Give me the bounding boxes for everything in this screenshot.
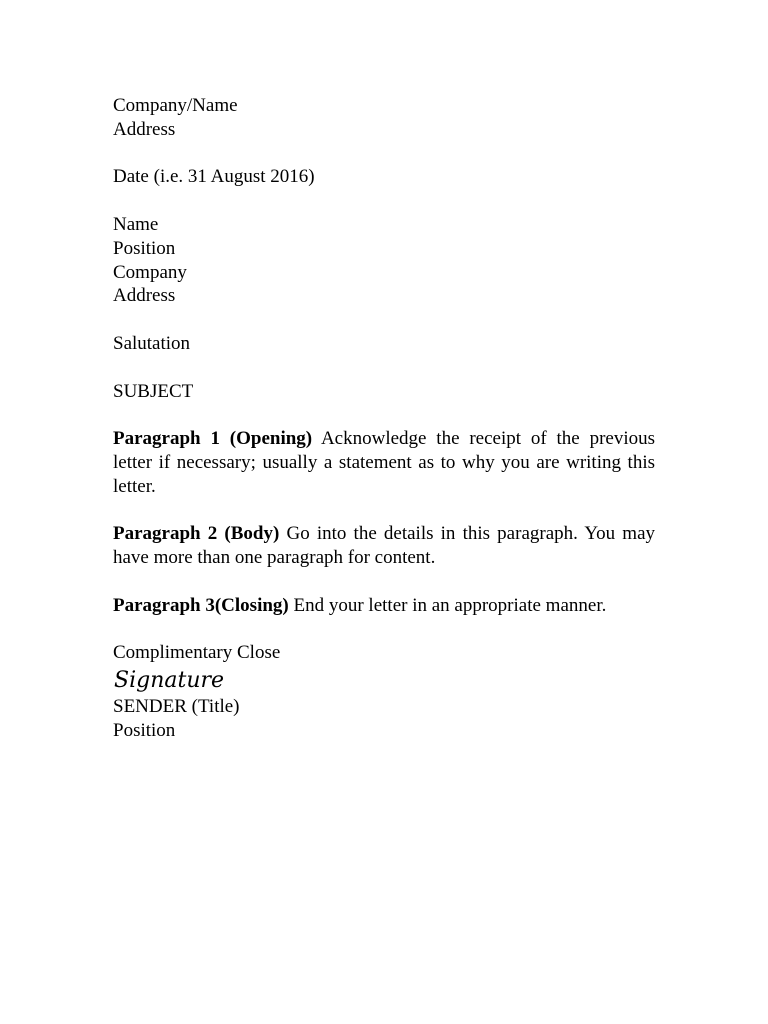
paragraph-text: Go into the details in this paragraph. You may have more than one paragraph for content. (113, 523, 656, 569)
recipient-position: Position (113, 237, 176, 259)
spacer (113, 142, 655, 166)
paragraph-heading: Paragraph 2 (Body) (113, 523, 280, 545)
salutation: Salutation (113, 332, 191, 354)
recipient-address: Address (113, 285, 176, 307)
paragraph-text: End your letter in an appropriate manner. (293, 594, 607, 616)
sender-company: Company/Name (113, 95, 238, 116)
paragraph-closing (113, 594, 655, 618)
spacer (113, 356, 655, 380)
spacer (113, 618, 655, 642)
spacer (113, 570, 655, 594)
recipient-company: Company (113, 261, 187, 283)
sender-position: Position (113, 719, 176, 741)
spacer (113, 499, 655, 523)
spacer (113, 403, 655, 427)
paragraph-heading: Paragraph 3(Closing) (113, 594, 289, 616)
signature-graphic (113, 667, 313, 695)
subject-line: SUBJECT (113, 380, 194, 402)
recipient-name: Name (113, 213, 159, 235)
sender-title: SENDER (Title) (113, 696, 240, 718)
letter-body (113, 94, 655, 743)
paragraph-body (113, 522, 655, 570)
complimentary-close: Complimentary Close (113, 642, 281, 664)
spacer (113, 308, 655, 332)
paragraph-text: Acknowledge the receipt of the previous letter if necessary; usually a statement as to why you are writing this letter. (113, 428, 656, 497)
letter-date: Date (i.e. 31 August 2016) (113, 166, 315, 188)
signature (113, 667, 655, 695)
paragraph-heading: Paragraph 1 (Opening) (113, 428, 313, 450)
sender-address: Address (113, 118, 176, 140)
paragraph-opening (113, 427, 655, 498)
spacer (113, 189, 655, 213)
signature-text: Signature (114, 668, 225, 694)
